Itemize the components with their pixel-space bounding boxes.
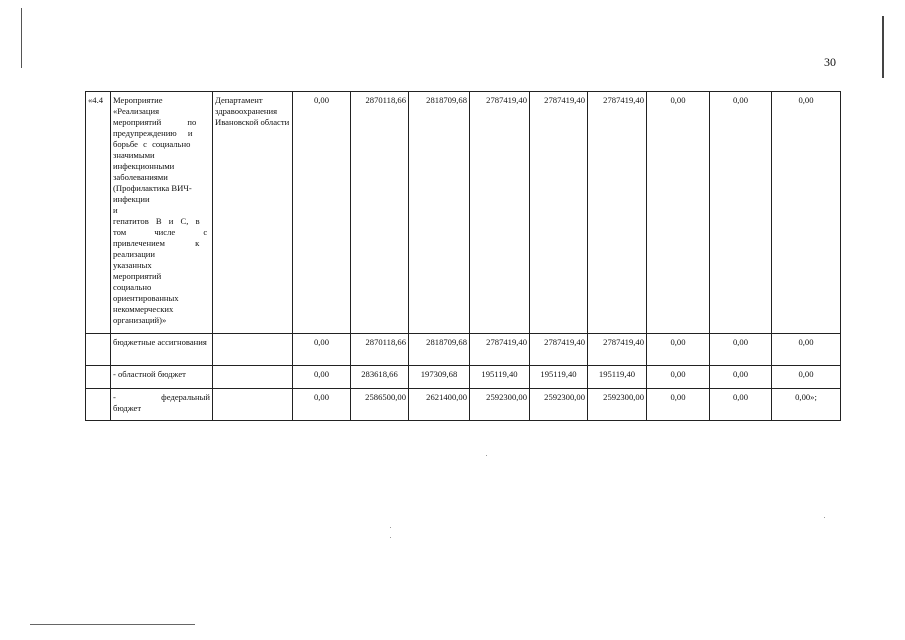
executor-cell bbox=[213, 389, 293, 421]
row-description: бюджетные ассигнования bbox=[111, 334, 213, 366]
row-code: «4.4 bbox=[86, 92, 111, 334]
value-cell: 2787419,40 bbox=[588, 334, 647, 366]
value-cell: 2621400,00 bbox=[409, 389, 470, 421]
table-row bbox=[86, 92, 841, 334]
value-cell: 0,00 bbox=[647, 334, 710, 366]
value-cell: 0,00 bbox=[647, 389, 710, 421]
scan-edge-right bbox=[882, 16, 884, 78]
desc-line: гепатитов В и С, в bbox=[113, 216, 200, 226]
value-cell: 197309,68 bbox=[409, 366, 470, 389]
scan-speck bbox=[824, 517, 825, 518]
value-cell: 0,00»; bbox=[772, 389, 841, 421]
desc-line: «Реализация bbox=[113, 106, 160, 116]
value-cell: 0,00 bbox=[293, 334, 351, 366]
scan-edge-left bbox=[21, 8, 22, 68]
value-cell: 0,00 bbox=[772, 92, 841, 334]
budget-table bbox=[85, 91, 841, 421]
value-cell: 0,00 bbox=[293, 366, 351, 389]
value-cell: 2592300,00 bbox=[588, 389, 647, 421]
desc-line: организаций)» bbox=[113, 315, 167, 325]
desc-line: указанных bbox=[113, 260, 152, 270]
desc-line: некоммерческих bbox=[113, 304, 174, 314]
value-cell: 0,00 bbox=[772, 334, 841, 366]
desc-line: мероприятий по bbox=[113, 117, 197, 127]
desc-line: предупреждению и bbox=[113, 128, 193, 138]
value-cell: 283618,66 bbox=[351, 366, 409, 389]
scan-edge-bottom bbox=[30, 624, 195, 625]
row-code bbox=[86, 334, 111, 366]
value-cell: 0,00 bbox=[710, 389, 772, 421]
value-cell: 2818709,68 bbox=[409, 92, 470, 334]
row-code bbox=[86, 366, 111, 389]
desc-line: (Профилактика ВИЧ- bbox=[113, 183, 192, 193]
desc-line: заболеваниями bbox=[113, 172, 168, 182]
scan-speck bbox=[390, 537, 391, 538]
desc-line: Мероприятие bbox=[113, 95, 163, 105]
value-cell: 2870118,66 bbox=[351, 92, 409, 334]
value-cell: 0,00 bbox=[710, 92, 772, 334]
desc-line: реализации bbox=[113, 249, 155, 259]
value-cell: 2787419,40 bbox=[530, 334, 588, 366]
page-number: 30 bbox=[824, 55, 836, 69]
value-cell: 0,00 bbox=[772, 366, 841, 389]
desc-line: привлечением к bbox=[113, 238, 200, 248]
event-description bbox=[111, 92, 213, 334]
scan-speck bbox=[486, 455, 487, 456]
value-cell: 2787419,40 bbox=[530, 92, 588, 334]
value-cell: 0,00 bbox=[293, 92, 351, 334]
value-cell: 2818709,68 bbox=[409, 334, 470, 366]
table-row bbox=[86, 334, 841, 366]
row-description: - областной бюджет bbox=[111, 366, 213, 389]
value-cell: 2787419,40 bbox=[588, 92, 647, 334]
desc-line: ориентированных bbox=[113, 293, 179, 303]
row-code bbox=[86, 389, 111, 421]
value-cell: 0,00 bbox=[710, 366, 772, 389]
table-row bbox=[86, 389, 841, 421]
desc-line: инфекционными bbox=[113, 161, 175, 171]
desc-line: социально bbox=[113, 282, 152, 292]
value-cell: 0,00 bbox=[647, 92, 710, 334]
executor-cell: Департамент здравоохранения Ивановской области bbox=[213, 92, 293, 334]
value-cell: 0,00 bbox=[293, 389, 351, 421]
value-cell: 2586500,00 bbox=[351, 389, 409, 421]
value-cell: 0,00 bbox=[647, 366, 710, 389]
desc-line: инфекции и bbox=[113, 194, 150, 215]
desc-line: мероприятий bbox=[113, 271, 162, 281]
desc-line: борьбе с социально bbox=[113, 139, 191, 149]
executor-cell bbox=[213, 334, 293, 366]
value-cell: 2592300,00 bbox=[530, 389, 588, 421]
desc-line: том числе с bbox=[113, 227, 208, 237]
desc-word: федеральный bbox=[161, 392, 210, 402]
scan-speck bbox=[390, 527, 391, 528]
table-row bbox=[86, 366, 841, 389]
value-cell: 2787419,40 bbox=[470, 92, 530, 334]
value-cell: 2592300,00 bbox=[470, 389, 530, 421]
value-cell: 195119,40 bbox=[530, 366, 588, 389]
value-cell: 195119,40 bbox=[470, 366, 530, 389]
value-cell: 2787419,40 bbox=[470, 334, 530, 366]
executor-cell bbox=[213, 366, 293, 389]
desc-line: значимыми bbox=[113, 150, 155, 160]
row-description bbox=[111, 389, 213, 421]
value-cell: 195119,40 bbox=[588, 366, 647, 389]
value-cell: 2870118,66 bbox=[351, 334, 409, 366]
desc-dash: - bbox=[113, 392, 116, 402]
desc-tail: бюджет bbox=[113, 403, 142, 413]
value-cell: 0,00 bbox=[710, 334, 772, 366]
